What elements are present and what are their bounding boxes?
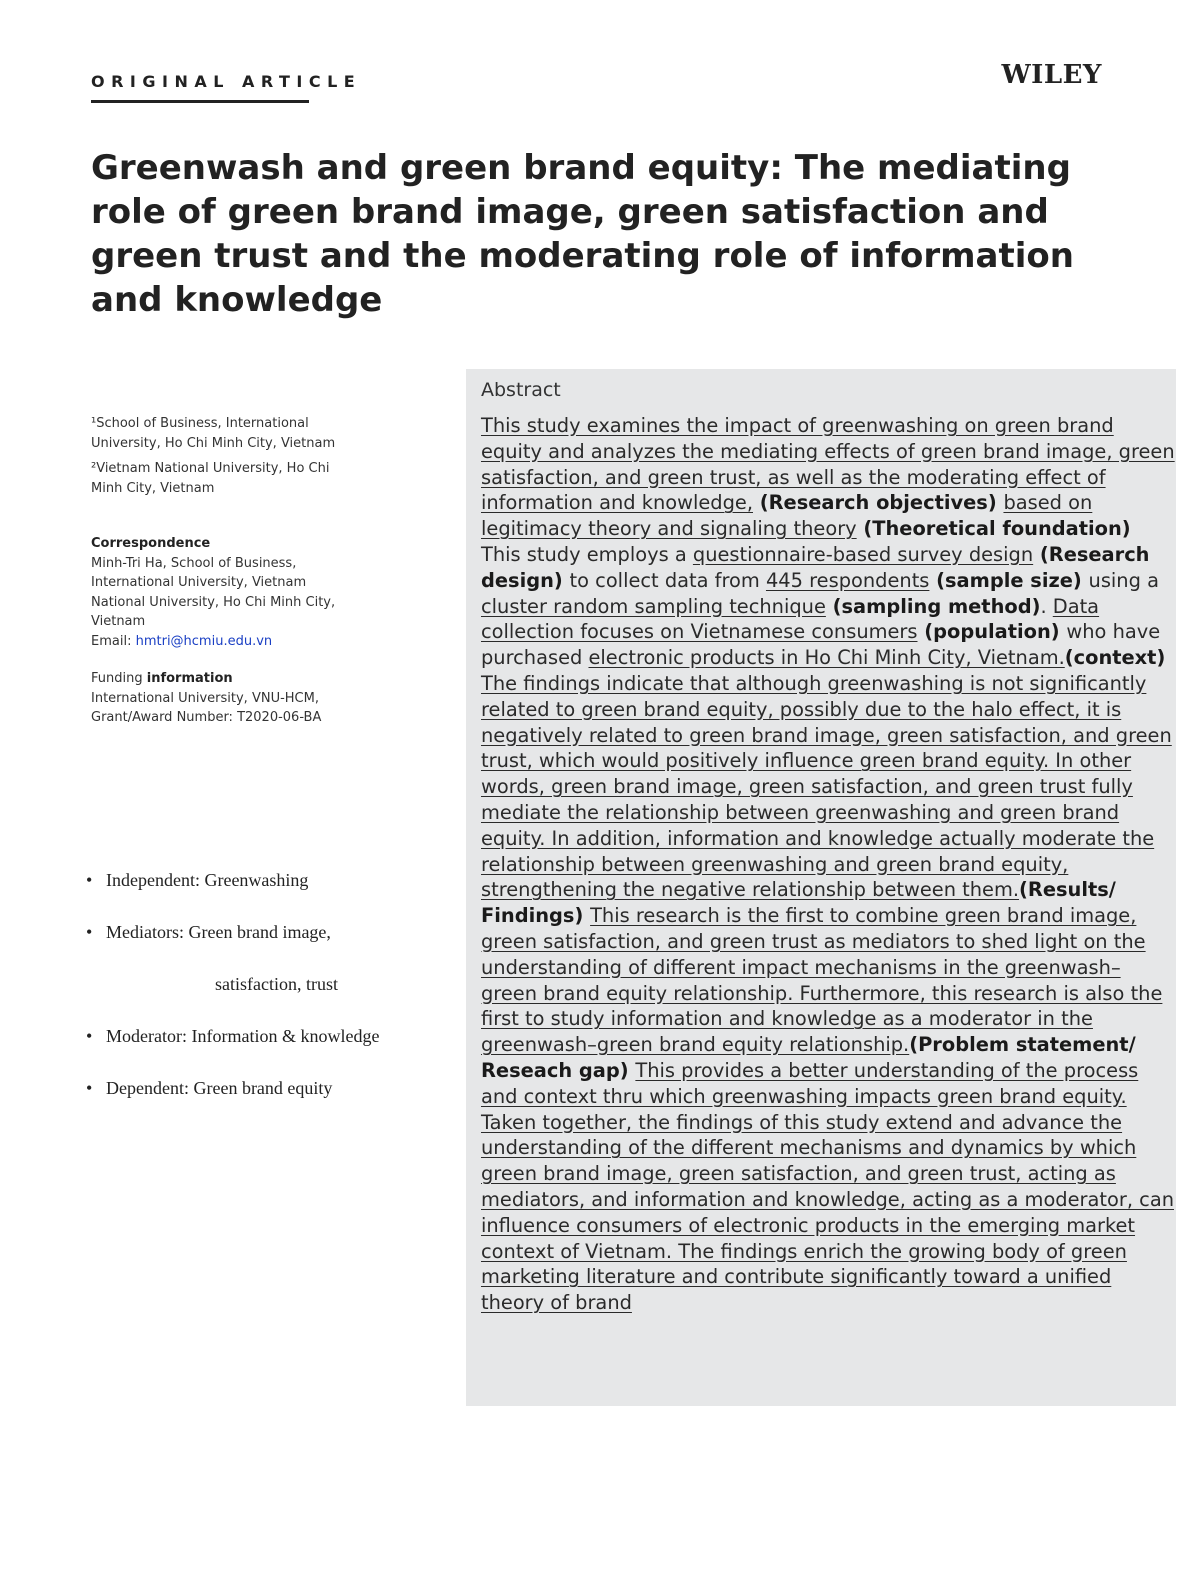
header-divider (91, 100, 309, 103)
bullet-icon: • (86, 870, 93, 890)
bullet-icon: • (86, 922, 93, 942)
abstract-section-tag: (sampling method) (825, 594, 1041, 618)
abstract-body (481, 413, 1175, 1316)
abstract-segment: who have purchased (481, 620, 1161, 670)
article-title: Greenwash and green brand equity: The mediating role of green brand image, green satisfaction and green trust and the moderating role of information and knowledge (91, 148, 1074, 320)
abstract-section-tag: (population) (917, 620, 1067, 644)
correspondence-text: Minh-Tri Ha, School of Business, International University, Vietnam National University, Ho Chi Minh City, Vietnam (91, 555, 336, 629)
abstract-heading: Abstract (481, 379, 561, 401)
correspondence-heading: Correspondence (91, 536, 211, 551)
abstract-segment: This study examines the impact of greenwashing on green brand equity and analyzes the mediating effects of green brand image, green satisfaction, and green trust, as well as the moderating effect of information and knowledge, (481, 414, 1175, 515)
abstract-section-tag: (Results/ Findings) (481, 878, 1116, 928)
abstract-segment: to collect data from (569, 568, 766, 592)
affiliation-1: ¹School of Business, International University, Ho Chi Minh City, Vietnam (91, 416, 336, 451)
abstract-segment: based on legitimacy theory and signaling theory (481, 491, 1093, 541)
abstract-segment: The findings indicate that although greenwashing is not significantly related to green brand equity, possibly due to the halo effect, it is negatively related to green brand image, green satisfaction, and green trust, which would positively influence green brand equity. In other words, green brand image, green satisfaction, and green trust fully mediate the relationship between greenwashing and green brand equity. In addition, information and knowledge actually moderate the relationship between greenwashing and green brand equity, strengthening the negative relationship between them. (481, 671, 1172, 902)
variable-mediators: • Mediators: Green brand image, (84, 918, 444, 970)
funding-heading (91, 669, 351, 689)
abstract-box (466, 369, 1176, 1406)
variables-list (84, 866, 444, 1126)
funding-heading-word2: information (146, 671, 233, 686)
bullet-icon: • (86, 1026, 93, 1046)
correspondence-block (91, 534, 361, 651)
abstract-segment: . (1040, 594, 1053, 618)
abstract-section-tag: (context) (1064, 646, 1166, 670)
variable-dependent: • Dependent: Green brand equity (84, 1074, 444, 1126)
email-label: Email: (91, 633, 132, 649)
correspondence-email-row (91, 632, 361, 652)
abstract-segment: 445 respondents (765, 568, 930, 592)
bullet-icon: • (86, 1078, 93, 1098)
abstract-section-tag: (Problem statement/ Reseach gap) (481, 1033, 1136, 1082)
abstract-section-tag: (sample size) (929, 568, 1089, 592)
affiliations (91, 414, 341, 504)
email-link[interactable]: hmtri@hcmiu.edu.vn (135, 633, 273, 649)
abstract-segment: This provides a better understanding of the process and context thru which greenwashing impacts green brand equity. Taken together, the findings of this study extend and advance the understanding of the different mechanisms and dynamics by which green brand image, green satisfaction, and green trust, acting as mediators, and information and knowledge, acting as a moderator, can influence consumers of electronic products in the emerging market context of Vietnam. The findings enrich the growing body of green marketing literature and contribute significantly toward a unified theory of brand (481, 1058, 1174, 1315)
funding-text: International University, VNU-HCM, Grant/Award Number: T2020-06-BA (91, 690, 322, 725)
affiliation-2: ²Vietnam National University, Ho Chi Minh City, Vietnam (91, 461, 330, 496)
abstract-segment: electronic products in Ho Chi Minh City, Vietnam. (588, 646, 1065, 670)
abstract-segment: cluster random sampling technique (481, 594, 826, 618)
abstract-segment: using a (1088, 568, 1159, 592)
variable-mediators-continued: satisfaction, trust (215, 974, 338, 994)
publisher-logo: WILEY (1001, 60, 1102, 90)
abstract-section-tag: (Theoretical foundation) (856, 517, 1131, 541)
funding-heading-word1: Funding (91, 671, 143, 686)
funding-block (91, 669, 351, 728)
abstract-segment: questionnaire-based survey design (692, 542, 1034, 566)
abstract-segment: This research is the first to combine green brand image, green satisfaction, and green trust as mediators to shed light on the understanding of different impact mechanisms in the greenwash–green brand equity relationship. Furthermore, this research is also the first to study information and knowledge as a moderator in the greenwash–green brand equity relationship. (481, 904, 1163, 1057)
abstract-segment: Data collection focuses on Vietnamese consumers (481, 594, 1100, 644)
abstract-section-tag: (Research design) (481, 542, 1150, 592)
abstract-segment: This study employs a (481, 542, 693, 566)
variable-independent: • Independent: Greenwashing (84, 866, 444, 918)
abstract-section-tag: (Research objectives) (753, 491, 1004, 515)
article-type-label: ORIGINAL ARTICLE (91, 72, 362, 91)
variable-moderator: • Moderator: Information & knowledge (84, 1022, 444, 1074)
